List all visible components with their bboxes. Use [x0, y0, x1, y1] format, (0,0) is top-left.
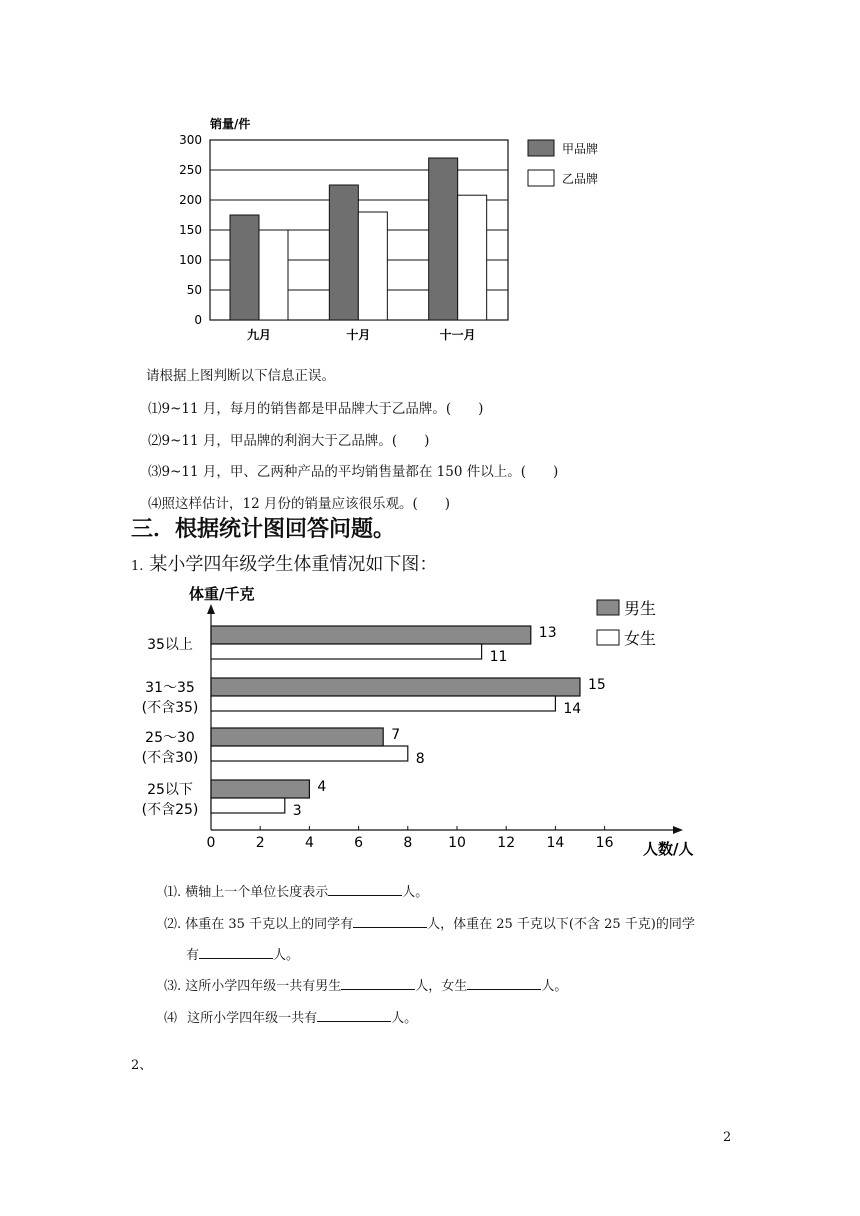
chart1-y-tick-label: 0: [194, 313, 202, 327]
bar-girls: [211, 798, 285, 813]
chart2-x-tick-label: 0: [206, 835, 216, 851]
question-2-number: ⑵.: [164, 917, 182, 932]
bar-girls: [211, 746, 408, 761]
chart1-x-label: 十一月: [439, 328, 476, 342]
question-1-text: 横轴上一个单位长度表示: [185, 885, 329, 900]
bar-boys: [211, 626, 531, 644]
chart1-y-tick-label: 100: [179, 253, 202, 267]
question-4-unit: 人。: [391, 1011, 418, 1026]
chart2-x-tick-label: 16: [595, 835, 614, 851]
chart1-x-label: 十月: [346, 328, 371, 342]
answer-blank-1[interactable]: [328, 881, 402, 896]
question-4: [164, 1007, 417, 1026]
bar-boys: [211, 728, 383, 746]
bar-brand-a: [329, 185, 358, 320]
problem-1-statement: [131, 550, 437, 576]
bar-girls-label: 14: [563, 701, 582, 717]
chart1-legend: [528, 140, 598, 186]
legend-label-brand-b: 乙品牌: [562, 172, 599, 186]
bar-boys: [211, 780, 309, 798]
bar-girls-label: 3: [292, 803, 302, 819]
answer-blank-3a[interactable]: [341, 975, 415, 990]
chart2-x-tick-label: 6: [354, 835, 364, 851]
chart1-x-labels: [247, 327, 476, 342]
chart2-x-tick-label: 14: [546, 835, 565, 851]
question-3-text-c: 人。: [541, 979, 568, 994]
chart1-y-tick-label: 250: [179, 163, 202, 177]
chart1-y-tick-label: 150: [179, 223, 202, 237]
question-2-text-b: 人，体重在 25 千克以下(不含 25 千克)的同学: [427, 917, 695, 932]
chart1-ylabel: 销量/件: [210, 117, 251, 131]
judgement-item-1: ⑴9~11 月，每月的销售都是甲品牌大于乙品牌。( ): [148, 401, 484, 417]
bar-boys-label: 15: [588, 677, 606, 693]
chart2-ylabel: 体重/千克: [189, 585, 255, 603]
answer-blank-2a[interactable]: [353, 913, 427, 928]
question-2-text-c: 有: [186, 948, 200, 963]
bar-boys: [211, 678, 580, 696]
problem-2-label: 2、: [131, 1058, 153, 1073]
legend-label-boys: 男生: [624, 599, 657, 618]
bar-brand-a: [429, 158, 458, 320]
chart2-category-label: (不含35): [141, 700, 199, 716]
question-2: [164, 913, 695, 932]
legend-swatch-brand-b: [528, 170, 554, 186]
question-2-text-a: 体重在 35 千克以上的同学有: [185, 917, 354, 932]
chart2-category-label: 25以下: [147, 782, 193, 798]
judgement-item-4: ⑷照这样估计，12 月份的销量应该很乐观。( ): [148, 496, 451, 512]
bar-brand-b: [259, 230, 288, 320]
question-4-number: ⑷: [164, 1011, 178, 1026]
page-number: 2: [723, 1130, 732, 1145]
chart2-x-tick-label: 4: [304, 835, 314, 851]
chart1-y-tick-label: 50: [186, 283, 202, 297]
bar-girls-label: 8: [415, 751, 425, 767]
legend-label-brand-a: 甲品牌: [562, 142, 599, 156]
question-2-text-d: 人。: [273, 948, 300, 963]
legend-label-girls: 女生: [624, 629, 657, 648]
chart1-y-tick-label: 300: [179, 133, 202, 147]
answer-blank-4[interactable]: [317, 1007, 391, 1022]
problem-1-number: 1.: [131, 559, 144, 574]
question-3-number: ⑶.: [164, 979, 182, 994]
chart2-y-arrow: [207, 604, 215, 614]
bar-boys-label: 7: [391, 727, 401, 743]
chart2-bars: [211, 625, 606, 819]
chart1-bars: [230, 158, 487, 320]
chart2-category-labels: [142, 637, 199, 818]
problem-1-text: 某小学四年级学生体重情况如下图：: [149, 554, 438, 575]
bar-brand-a: [230, 215, 259, 320]
question-1-unit: 人。: [402, 885, 429, 900]
bar-girls: [211, 644, 482, 659]
bar-girls-label: 11: [489, 649, 508, 665]
answer-blank-2b[interactable]: [199, 944, 273, 959]
chart2-category-label: 35以上: [147, 637, 193, 653]
bar-brand-b: [458, 195, 487, 320]
judgement-item-2: ⑵9~11 月，甲品牌的利润大于乙品牌。( ): [148, 433, 430, 449]
chart1-y-ticks: [179, 133, 202, 327]
chart2-category-label: 31～35: [145, 680, 195, 696]
answer-blank-3b[interactable]: [467, 975, 541, 990]
chart2-x-tick-label: 10: [448, 835, 466, 851]
bar-boys-label: 4: [317, 779, 327, 795]
chart1-x-label: 九月: [246, 328, 272, 342]
chart2-legend: [597, 599, 656, 648]
chart2-category-label: (不含30): [141, 750, 199, 766]
legend-swatch-boys: [597, 600, 619, 615]
chart2-x-tick-label: 2: [255, 835, 265, 851]
section1-intro: 请根据上图判断以下信息正误。: [146, 368, 335, 384]
chart2-category-label: 25～30: [145, 730, 195, 746]
chart2-category-label: (不含25): [141, 802, 199, 818]
question-1: [164, 881, 428, 900]
question-2-continued: [186, 944, 299, 963]
question-3-text-b: 人，女生: [415, 979, 468, 994]
question-3-text-a: 这所小学四年级一共有男生: [185, 979, 342, 994]
question-4-text: 这所小学四年级一共有: [187, 1011, 318, 1026]
judgement-item-3: ⑶9~11 月，甲、乙两种产品的平均销售量都在 150 件以上。( ): [148, 464, 559, 480]
legend-swatch-brand-a: [528, 140, 554, 156]
question-3: [164, 975, 567, 994]
chart2-xlabel: 人数/人: [643, 840, 694, 858]
section3-title: 三．根据统计图回答问题。: [131, 517, 396, 542]
legend-swatch-girls: [597, 630, 619, 645]
question-1-number: ⑴.: [164, 885, 182, 900]
chart1-y-tick-label: 200: [179, 193, 202, 207]
sales-bar-chart: [170, 108, 630, 344]
bar-girls: [211, 696, 555, 711]
bar-brand-b: [358, 212, 387, 320]
chart2-x-arrow: [673, 826, 683, 834]
weight-bar-chart: [125, 578, 725, 860]
chart2-x-tick-label: 8: [403, 835, 413, 851]
bar-boys-label: 13: [538, 625, 557, 641]
chart2-x-tick-label: 12: [497, 835, 516, 851]
